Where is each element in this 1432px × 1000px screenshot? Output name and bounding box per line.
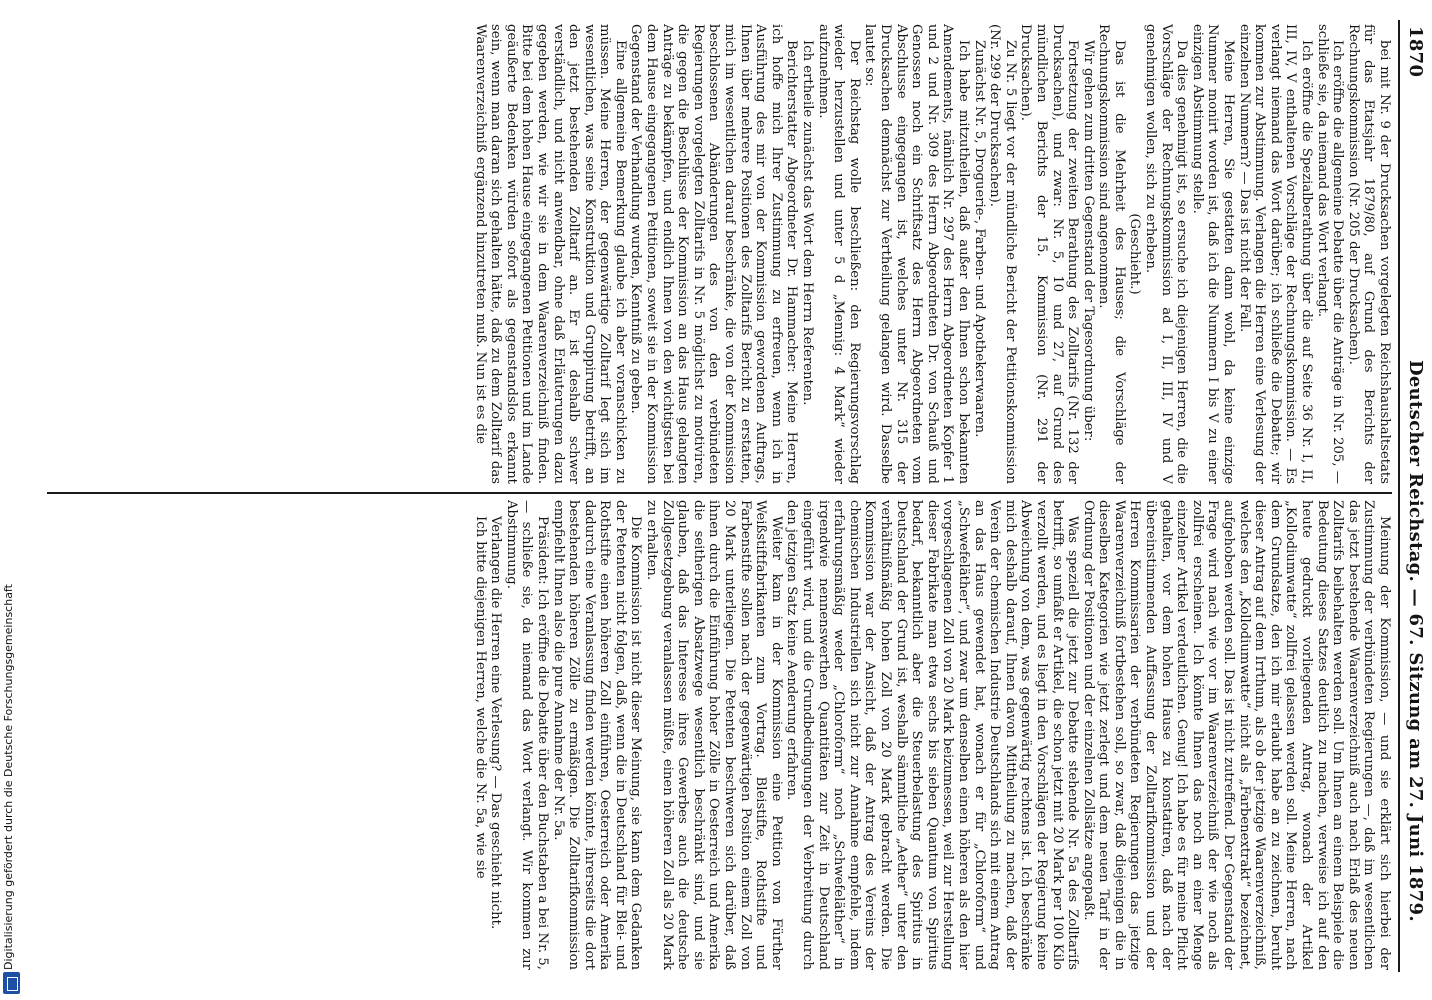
page-number: 1870 — [1405, 26, 1426, 78]
paragraph: Zunächst Nr. 5, Droguerie-, Farben- und Apothekerwaaren. — [971, 40, 987, 438]
paragraph: Was speziell die jetzt zur Debatte stehende Nr. 5a des Zolltarifs betrifft, so umfaßt er Artikel, die schon jetzt mit 20 Mark per 100 Kilo verzollt werden, und es liegt in den Vorschlägen der Regierung keine Abweichung von dem, was gegenwärtig rechtens ist. Ich beschränke mich deshalb darauf, Ihnen davon Mittheilung zu machen, daß der Verein der chemischen Industrie Deutschlands sich mit einem Antrag an das Haus gewendet hat, wonach er für „Chloroform“ und „Schwefeläther“, und zwar um denselben einen höheren als den hier vorgeschlagenen Zoll von 20 Mark beizumessen, weil zur Herstellung dieser Fabrikate man etwa sechs bis sieben Quantum von Spiritus bedarf, bekanntlich aber die Steuerbelastung des Spiritus in Deutschland der Grund ist, weshalb sämmtliche „Aether“ unter den verhältnißmäßig hohen Zoll von 20 Mark gebracht werden. Die Kommission war der Ansicht, daß der Antrag des Vereins der chemischen Industriellen sich nicht zur Annahme empfehle, indem erfahrungsmäßig weder „Chloroform“ noch „Schwefeläther“ in irgendwie nennenswerthen Quantitäten zur Zeit in Deutschland eingeführt wird, und die Grundbedingungen der Verbreitung durch den jetzigen Satz keine Aenderung erfahren. — [784, 500, 1081, 970]
page-header-title: Deutscher Reichstag. — 67. Sitzung am 27. Juni 1879. — [1405, 360, 1426, 922]
paragraph: Das ist die Mehrheit des Hauses; die Vorschläge der Rechnungskommission sind angenommen. — [1096, 24, 1127, 484]
digitization-credit: Digitalisierung gefördert durch die Deutsche Forschungsgemeinschaft — [2, 584, 15, 970]
paragraph: Weiter kam in der Kommission eine Petition von Fürther Weißstiftfabrikanten zum Vortrag. Bleistifte, Rothstifte und Farbenstifte sollen nach der gegenwärtigen Position einem Zoll von 20 Mark unterliegen. Die Petenten beschweren sich darüber, daß ihnen durch die Einführung hoher Zölle in Oesterreich und Amerika die seitherigen Absatzwege wesentlich beschränkt sind, und sie glauben, daß das Interesse ihres Gewerbes auch die deutsche Zollgesetzgebung veranlassen müßte, einen höheren Zoll als 20 Mark zu erhalten. — [644, 500, 784, 970]
paragraph: Ich bitte diejenigen Herren, welche die Nr. 5a, wie sie — [472, 516, 488, 879]
column-divider — [47, 492, 1392, 494]
paragraph: Ich eröffne die Spezialberathung über die auf Seite 36 Nr. I, II, III, IV, V enthaltenen Vorschläge der Rechnungskommission. — Es verlangt niemand das Wort darüber; ich schließe die Debatte; wir kommen zur Abstimmung. Verlangen die Herren eine Verlesung der einzelnen Nummern? — Das ist nicht der Fall. — [1236, 24, 1315, 484]
paragraph: Ich eröffne die allgemeine Debatte über die Anträge in Nr. 205, — schließe sie, da niemand das Wort verlangt. — [1314, 24, 1346, 484]
paragraph: Wir gehen zum dritten Gegenstand der Tagesordnung über: — [1080, 40, 1096, 442]
dfg-logo-icon — [3, 972, 20, 994]
header-rule — [1398, 20, 1400, 972]
paragraph: Verlangen die Herren eine Verlesung? — Das geschieht nicht. — [488, 516, 504, 930]
paragraph: Da dies genehmigt ist, so ersuche ich diejenigen Herren, die die Vorschläge der Rechnungskommission ad I, II, III, IV und V genehmigen wollen, sich zu erheben. — [1143, 24, 1190, 484]
paragraph: Fortsetzung der zweiten Berathung des Zolltarifs (Nr. 132 der Drucksachen), und zwar: Nr. 5, 10 und 27, auf Grund des mündlichen Berichts der 15. Kommission (Nr. 291 der Drucksachen). — [1018, 24, 1081, 484]
paragraph: (Geschieht.) — [1127, 213, 1143, 295]
paragraph: bei mit Nr. 9 der Drucksachen vorgelegten Reichshaushaltsetats für das Etatsjahr 1879/80, auf Grund des Berichts der Rechnungskommission (Nr. 205 der Drucksachen). — [1345, 24, 1392, 484]
paragraph: Ich habe mitzutheilen, daß außer den Ihnen schon bekannten Amendements, nämlich Nr. 297 des Herrn Abgeordneten Kopfer 1 und 2 und Nr. 309 des Herrn Abgeordneten Dr. von Schauß und Genossen noch ein Schriftsatz des Herrn Abgeordneten vom Abschlusse eingegangen ist, welches unter Nr. 315 der Drucksachen demnächst zur Vertheilung gelangen wird. Dasselbe lautet so: — [862, 24, 971, 484]
paragraph: Präsident: Ich eröffne die Debatte über den Buchstaben a bei Nr. 5, — schließe sie, da niemand das Wort verlangt. Wir kommen zur Abstimmung. — [503, 500, 550, 970]
left-column — [42, 24, 1392, 484]
paragraph: Der Reichstag wolle beschließen: den Regierungsvorschlag wieder herzustellen und unter 5 d „Mennig: 4 Mark“ wieder aufzunehmen. — [815, 24, 862, 484]
paragraph: Ich ertheile zunächst das Wort dem Herrn Referenten. — [800, 40, 816, 406]
side-strip — [0, 0, 24, 1000]
paragraph: Eine allgemeine Bemerkung glaube ich aber voranschicken zu müssen. Meine Herren, der gegenwärtige Zolltarif legt sich im wesentlichen, was seine Konstruktion und Gruppirung betrifft, an den jetzt bestehenden Zolltarif an. Er ist deshalb schwer verständlich, und nicht anwendbar, ohne daß Erläuterungen dazu gegeben werden, wie wir sie in dem Waarenverzeichniß finden. Bitte bei dem hohen Hause eingegangenen Petitionen und im Lande geäußerte Bedenken würden sofort als gegenstandslos erkannt sein, wenn man daran sich gehalten hätte, daß zu dem Zolltarif das Waarenverzeichniß ergänzend hinzutreten muß. Nun ist es die — [472, 24, 628, 484]
paragraph: Zu Nr. 5 liegt vor der mündliche Bericht der Petitionskommission (Nr. 299 der Drucksachen). — [987, 24, 1018, 484]
paragraph: Berichterstatter Abgeordneter Dr. Hammacher: Meine Herren, ich hoffe mich Ihrer Zustimmung zu erfreuen, wenn ich in Ausführung des mir von der Kommission gewordenen Auftrags, Ihnen über mehrere Positionen des Zolltarifs Bericht zu erstatten, mich im wesentlichen darauf beschränke, die von der Kommission beschlossenen Abänderungen des von den verbündeten Regierungen vorgelegten Zolltarifs in Nr. 5 möglichst zu motiviren, die gegen die Beschlüsse der Kommission an das Haus gelangten Anträge zu bekämpfen, und endlich Ihnen von den wichtigsten bei dem Hause eingegangenen Petitionen, soweit sie in der Kommission Gegenstand der Verhandlung wurden, Kenntniß zu geben. — [628, 24, 800, 484]
right-column — [42, 500, 1392, 970]
paragraph: Die Kommission ist nicht dieser Meinung, sie kann dem Gedanken der Petenten nicht folgen, daß, wenn die in Deutschland für Blei- und Rothstifte einen höheren Zoll einführen, Oesterreich oder Amerika dadurch eine Veranlassung finden werden könnte, ihrerseits die dort bestehenden höheren Zölle zu ermäßigen. Die Zolltarifkommission empfiehlt Ihnen also die pure Annahme der Nr. 5a. — [550, 500, 644, 970]
paragraph: Meine Herren, Sie gestatten dann wohl, da keine einzige Nummer monirt worden ist, daß ich die Nummern I bis V zu einer einzigen Abstimmung stelle. — [1189, 24, 1237, 484]
paragraph: Meinung der Kommission, — und sie erklärt sich hierbei der Zustimmung der verbündeten Regierungen —, daß im wesentlichen das jetzt bestehende Waarenverzeichniß auch nach Erlaß des neuen Zolltarifs beibehalten werden soll. Um Ihnen an einem Beispiele die Bedeutung dieses Satzes deutlich zu machen, verweise ich auf den heute gedruckt vorliegenden Antrag, wonach der Artikel „Kollodiumwatte“ zollfrei gelassen werden soll. Meine Herren, nach dem Grundsatze, den ich mir erlaubt habe an zu zeichnen, beruht dieser Antrag auf dem Irrthum, als ob der jetzige Waarenverzeichniß, welches den „Kollodiumwatte“ nicht als „Farbenextrakt“ bezeichnet, aufgehoben werden soll. Das ist nicht zutreffend. Der Gegenstand der Frage wird nach wie vor im Waarenverzeichniß der wie noch als zollfrei erscheinen. Ich könnte Ihnen das noch an einer Menge einzelner Artikel verdeutlichen. Genug! Ich habe es für meine Pflicht gehalten, vor dem hohen Hause zu konstatiren, daß nach der übereinstimmenden Auffassung der Zolltarifkommission und der Herren Kommissarien der verbündeten Regierungen das jetzige Waarenverzeichniß fortbestehen soll, so zwar, daß diejenigen die in dieselben Kategorien wie jetzt zerlegt und dem neuen Tarif in der Ordnung der Positionen und der einzelnen Zollsätze angepaßt. — [1080, 500, 1392, 970]
